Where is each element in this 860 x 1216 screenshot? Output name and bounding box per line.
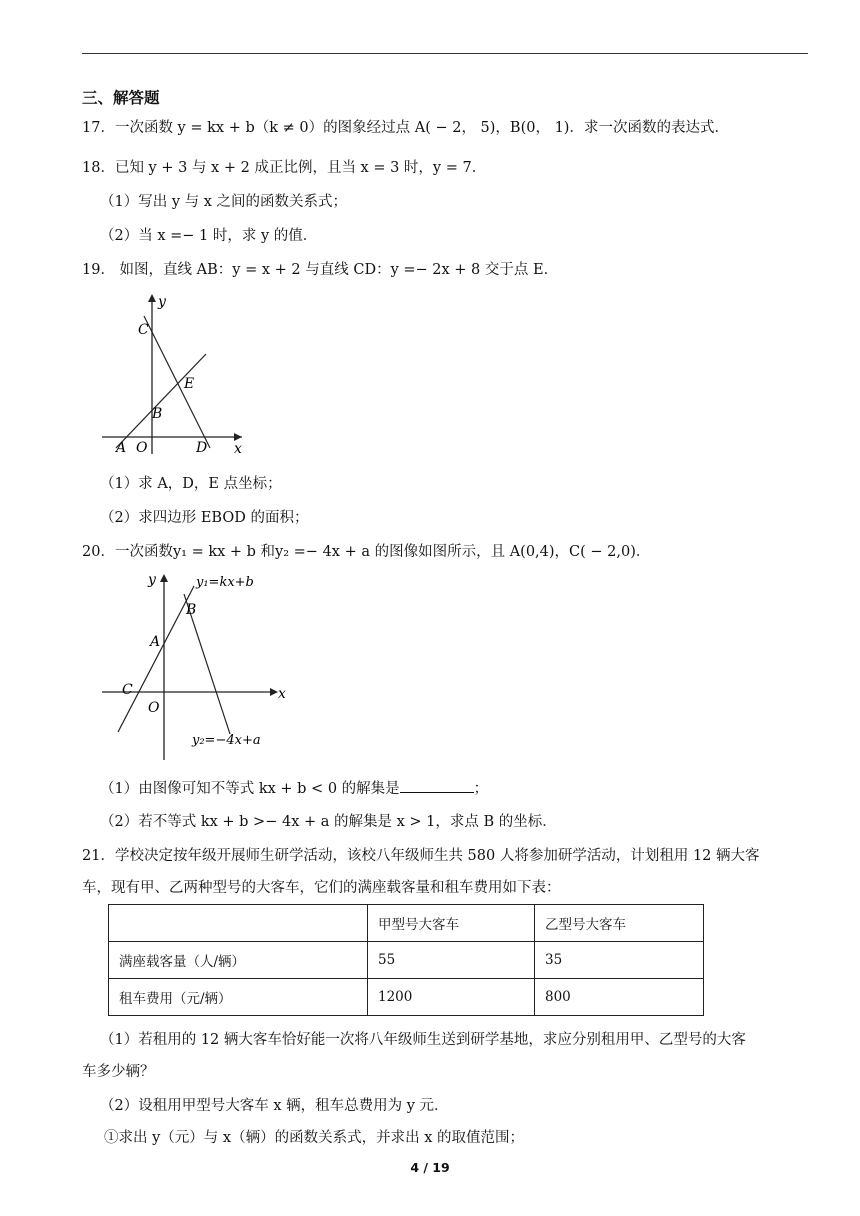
q21-part2: （2）设租用甲型号大客车 x 辆，租车总费用为 y 元． [100,1098,449,1114]
q20-label-O: O [148,700,160,716]
table-header-cell [109,905,368,942]
header-rule [82,53,808,54]
q20-part1-text: （1）由图像可知不等式 kx + b < 0 的解集是 [100,781,400,797]
q19-label-O: O [136,440,148,456]
bus-table [108,904,704,1016]
q21-part2-sub1-text: 求出 y（元）与 x（辆）的函数关系式，并求出 x 的取值范围； [118,1130,524,1146]
table-cell: 35 [535,942,704,979]
q20-part2: （2）若不等式 kx + b >− 4x + a 的解集是 x > 1，求点 B 的坐标． [100,814,557,830]
q19-figure [96,288,256,458]
table-cell: 800 [535,979,704,1016]
q19-label-E: E [184,376,195,392]
table-cell: 租车费用（元/辆） [109,979,368,1016]
table-header-cell: 乙型号大客车 [535,905,704,942]
q21-part2-sub1 [104,1128,524,1148]
q19-label-A: A [116,440,127,456]
q21-part1-line2: 车多少辆？ [82,1064,155,1080]
q21-stem-line1: 21．学校决定按年级开展师生研学活动，该校八年级师生共 580 人将参加研学活动，计划租用 12 辆大客 [82,848,760,864]
q20-label-C: C [122,682,133,698]
circled-number: ① [104,1130,119,1146]
q20-part1 [100,778,488,799]
q21-part1-line1: （1）若租用的 12 辆大客车恰好能一次将八年级师生送到研学基地，求应分别租用甲、乙型号的大客 [100,1032,746,1048]
q19-part1: （1）求 A，D，E 点坐标； [100,476,282,492]
q20-figure [96,566,296,762]
q18-part1: （1）写出 y 与 x 之间的函数关系式； [100,194,348,210]
q20-part1-end: ； [473,781,489,797]
q19-label-x: x [234,441,242,457]
section-title: 三、解答题 [82,89,160,107]
answer-blank[interactable] [400,778,474,793]
table-header-cell: 甲型号大客车 [368,905,535,942]
q18-stem: 18．已知 y + 3 与 x + 2 成正比例，且当 x = 3 时，y = 7． [82,160,487,176]
q19-stem: 19． 如图，直线 AB：y = x + 2 与直线 CD：y =− 2x + 8 交于点 E． [82,262,559,278]
page-number: 4 / 19 [410,1160,450,1175]
table-row [109,979,704,1016]
q17-text: 17．一次函数 y = kx + b（k ≠ 0）的图象经过点 A( − 2， 5)，B(0， 1)．求一次函数的表达式． [82,120,729,136]
q18-part2: （2）当 x =− 1 时，求 y 的值． [100,228,318,244]
table-cell: 55 [368,942,535,979]
q19-label-C: C [138,322,149,338]
q19-part2: （2）求四边形 EBOD 的面积； [100,510,309,526]
table-header-row [109,905,704,942]
q19-label-B: B [152,406,163,422]
q21-stem-line2: 车，现有甲、乙两种型号的大客车，它们的满座载客量和租车费用如下表： [82,880,561,896]
q20-label-y1: y₁=kx+b [196,575,254,590]
table-row [109,942,704,979]
q20-stem: 20．一次函数y₁ = kx + b 和y₂ =− 4x + a 的图像如图所示，且 A(0,4)，C( − 2,0)． [82,544,651,560]
q20-label-y2: y₂=−4x+a [192,733,261,748]
table-cell: 满座载客量（人/辆） [109,942,368,979]
q20-label-A: A [150,634,161,650]
q20-label-x: x [278,686,286,702]
q19-label-D: D [196,440,208,456]
q20-label-y: y [148,572,156,588]
q19-label-y: y [158,294,166,310]
q20-label-B: B [186,602,197,618]
table-cell: 1200 [368,979,535,1016]
